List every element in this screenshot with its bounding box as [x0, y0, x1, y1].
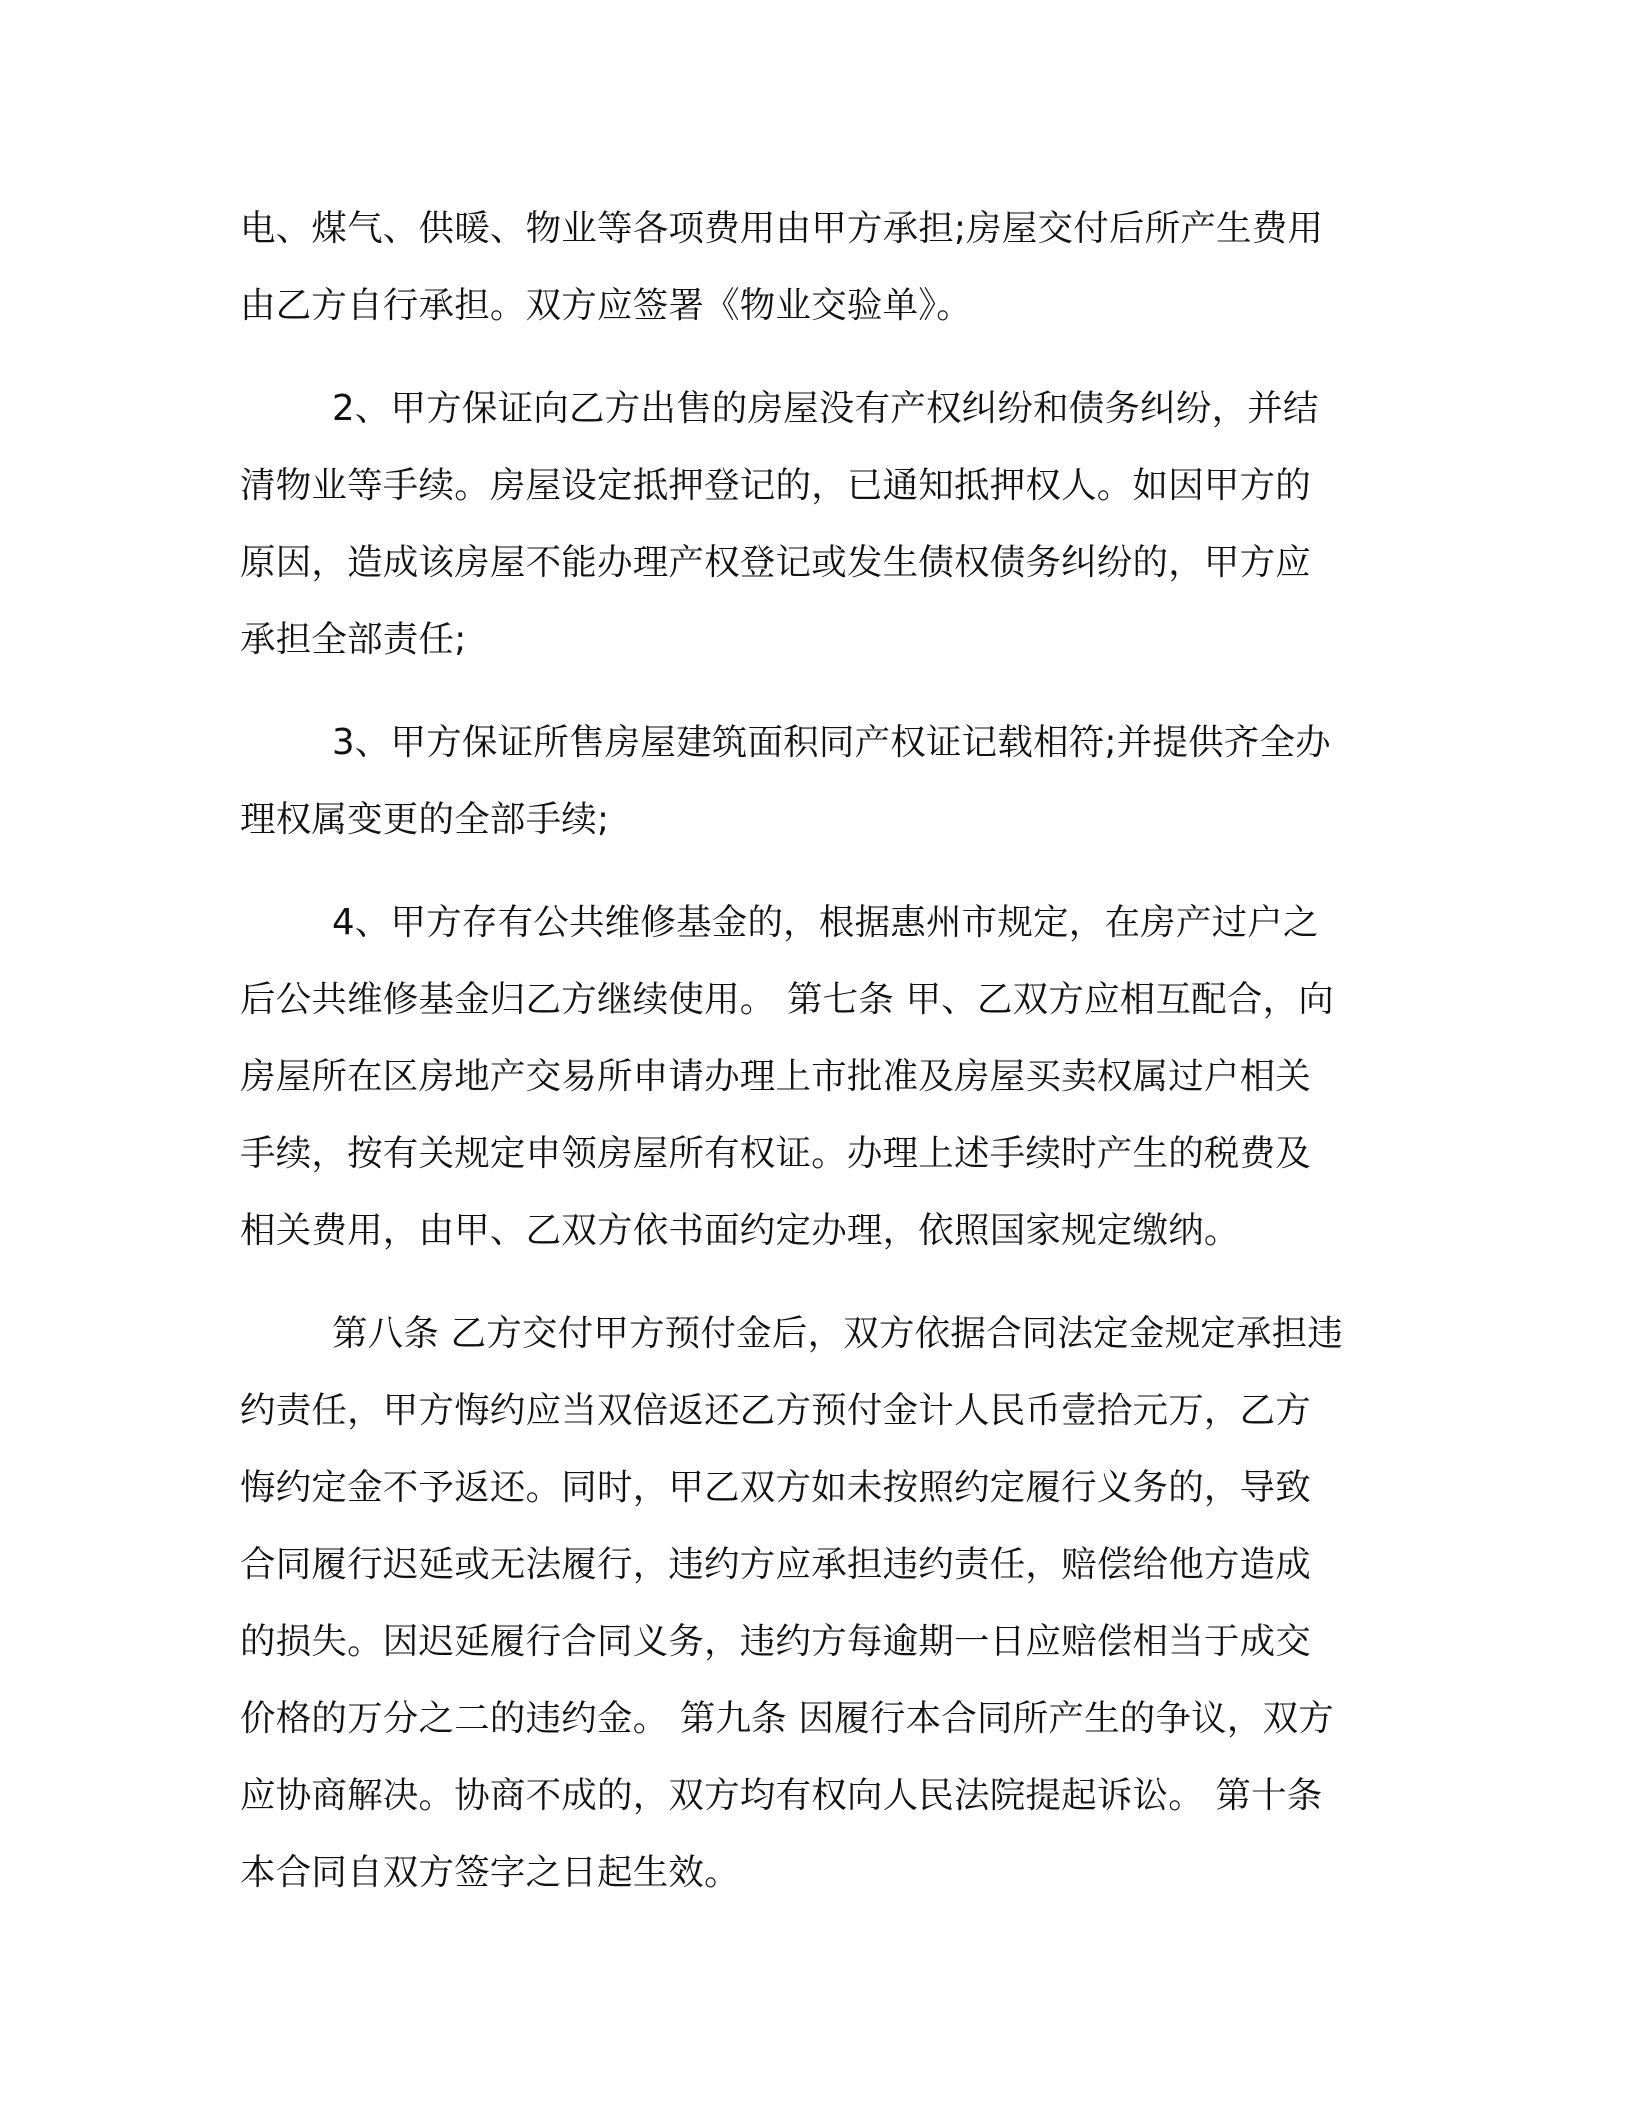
- text-line: 承担全部责任;: [240, 619, 467, 660]
- text-line: 3、甲方保证所售房屋建筑面积同产权证记载相符;并提供齐全办: [332, 722, 1331, 763]
- text-line: 理权属变更的全部手续;: [240, 799, 610, 840]
- text-line: 房屋所在区房地产交易所申请办理上市批准及房屋买卖权属过户相关: [240, 1056, 1312, 1097]
- text-line: 本合同自双方签字之日起生效。: [240, 1852, 740, 1893]
- text-line: 4、甲方存有公共维修基金的，根据惠州市规定，在房产过户之: [332, 902, 1319, 943]
- text-line: 应协商解决。协商不成的，双方均有权向人民法院提起诉讼。 第十条: [240, 1775, 1323, 1816]
- text-line: 2、甲方保证向乙方出售的房屋没有产权纠纷和债务纠纷，并结: [332, 388, 1319, 429]
- paragraph-clause-4: [240, 884, 1400, 1269]
- text-line: 的损失。因迟延履行合同义务，违约方每逾期一日应赔偿相当于成交: [240, 1621, 1312, 1662]
- text-line: 原因，造成该房屋不能办理产权登记或发生债权债务纠纷的，甲方应: [240, 542, 1312, 583]
- paragraph-clause-2: [240, 370, 1400, 678]
- text-line: 由乙方自行承担。双方应签署《物业交验单》。: [240, 285, 972, 326]
- text-line: 手续，按有关规定申领房屋所有权证。办理上述手续时产生的税费及: [240, 1133, 1312, 1174]
- paragraph-utilities: [240, 190, 1400, 344]
- text-line: 清物业等手续。房屋设定抵押登记的，已通知抵押权人。如因甲方的: [240, 465, 1312, 506]
- text-line: 电、煤气、供暖、物业等各项费用由甲方承担;房屋交付后所产生费用: [240, 208, 1324, 249]
- text-line: 相关费用，由甲、乙双方依书面约定办理，依照国家规定缴纳。: [240, 1210, 1240, 1251]
- text-line: 约责任，甲方悔约应当双倍返还乙方预付金计人民币壹拾元万，乙方: [240, 1390, 1312, 1431]
- text-line: 后公共维修基金归乙方继续使用。 第七条 甲、乙双方应相互配合，向: [240, 979, 1334, 1020]
- paragraph-clause-3: [240, 704, 1400, 858]
- document-body: [240, 190, 1400, 1937]
- paragraph-article-8: [240, 1295, 1400, 1911]
- text-line: 悔约定金不予返还。同时，甲乙双方如未按照约定履行义务的，导致: [240, 1467, 1312, 1508]
- text-line: 合同履行迟延或无法履行，违约方应承担违约责任，赔偿给他方造成: [240, 1544, 1312, 1585]
- text-line: 价格的万分之二的违约金。 第九条 因履行本合同所产生的争议，双方: [240, 1698, 1334, 1739]
- text-line: 第八条 乙方交付甲方预付金后，双方依据合同法定金规定承担违: [332, 1313, 1344, 1354]
